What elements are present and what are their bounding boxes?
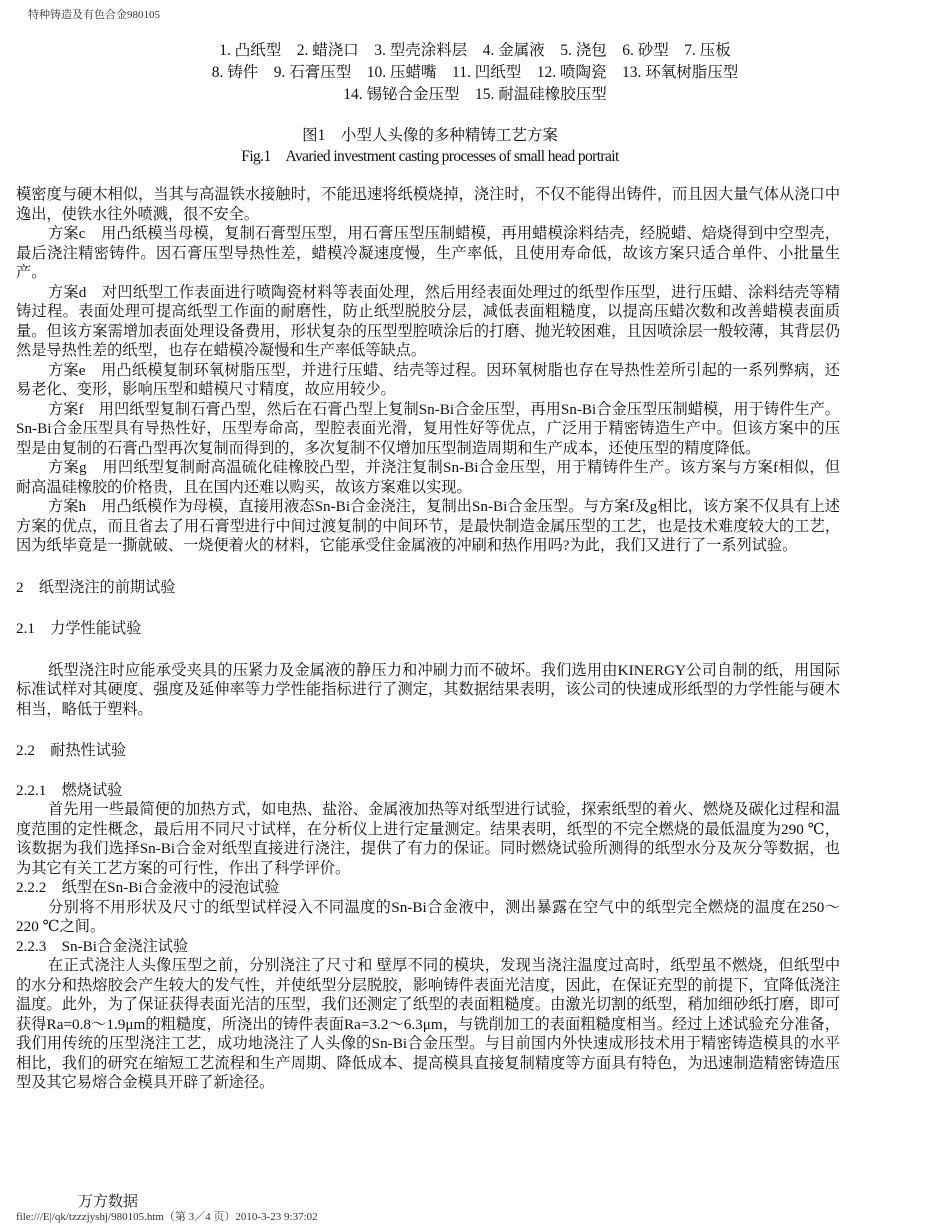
paragraph-continued: 模密度与硬木相似，当其与高温铁水接触时，不能迅速将纸模烧掉，浇注时，不仅不能得出铸件，而且因大量气体从浇口中逸出，使铁水往外喷溅，很不安全。 <box>16 186 840 223</box>
paragraph-scheme-e: 方案e 用凸纸模复制环氧树脂压型，并进行压蜡、结壳等过程。因环氧树脂也存在导热性差所引起的一系列弊病，还易老化、变形，影响压型和蜡模尺寸精度，故应用较少。 <box>16 361 840 398</box>
paragraph-immersion-test: 分别将不用形状及尺寸的纸型试样浸入不同温度的Sn-Bi合金液中，测出暴露在空气中的纸型完全燃烧的温度在250～220 ℃之间。 <box>16 898 840 935</box>
section-heading-2-2-2: 2.2.2 纸型在Sn-Bi合金液中的浸泡试验 <box>16 879 280 896</box>
section-heading-2-2-3: 2.2.3 Sn-Bi合金浇注试验 <box>16 937 189 955</box>
paragraph-scheme-d: 方案d 对凹纸型工作表面进行喷陶瓷材料等表面处理，然后用经表面处理过的纸型作压型，进行压蜡、涂料结壳等精铸过程。表面处理可提高纸型工作面的耐磨性，防止纸型脱胶分层，减低表面粗糙度，以提高压蜡次数和改善蜡模表面质量。但该方案需增加表面处理设备费用，形状复杂的压型型腔喷涂后的打磨、抛光较困难，且因喷涂层一般较薄，其背层仍然是导热性差的纸型，也存在蜡模冷凝慢和生产率低等缺点。 <box>16 283 840 359</box>
legend-line: 14. 锡铋合金压型 15. 耐温硅橡胶压型 <box>343 86 607 103</box>
figure-caption-english: Fig.1 Avaried investment casting processes of small head portrait <box>241 148 619 165</box>
journal-header: 特种铸造及有色合金980105 <box>28 9 160 21</box>
legend-line: 1. 凸纸型 2. 蜡浇口 3. 型壳涂料层 4. 金属液 5. 浇包 6. 砂型 7. 压板 <box>219 42 731 59</box>
paragraph-scheme-h: 方案h 用凸纸模作为母模，直接用液态Sn-Bi合金浇注，复制出Sn-Bi合金压型。与方案f及g相比，该方案不仅具有上述方案的优点，而且省去了用石膏型进行中间过渡复制的中间环节，是最快制造金属压型的工艺，也是技术难度较大的工艺，因为纸毕竟是一撕就破、一烧便着火的材料，它能承受住金属液的冲刷和热作用吗?为此，我们又进行了一系列试验。 <box>16 498 840 554</box>
section-heading-2-2: 2.2 耐热性试验 <box>16 742 127 759</box>
paragraph-scheme-f: 方案f 用凹纸型复制石膏凸型，然后在石膏凸型上复制Sn-Bi合金压型，再用Sn-Bi合金压型压制蜡模，用于铸件生产。Sn-Bi合金压型具有导热性好，压型寿命高，型腔表面光滑，复用性好等优点，广泛用于精密铸造生产中。但该方案中的压型是由复制的石膏凸型再次复制而得到的，多次复制不仅增加压型制造周期和生产成本，还使压型的精度降低。 <box>16 400 840 457</box>
figure-legend <box>0 40 950 106</box>
paragraph-pouring-test: 在正式浇注人头像压型之前，分别浇注了尺寸和 壁厚不同的模块，发现当浇注温度过高时，纸型虽不燃烧，但纸型中的水分和热熔胶会产生较大的发气性，并使纸型分层脱胶，影响铸件表面光洁度，因此，在保证充型的前提下，宜降低浇注温度。此外，为了保证获得表面光洁的压型，我们还测定了纸型的表面粗糙度。由激光切割的纸型，稍加细砂纸打磨，即可获得Ra=0.8～1.9μm的粗糙度，所浇出的铸件表面Ra=3.2～6.3μm，与铣削加工的表面粗糙度相当。经过上述试验充分准备，我们用传统的压型浇注工艺，成功地浇注了人头像的Sn-Bi合金压型。与目前国内外快速成形技术用于精密铸造模具的水平相比，我们的研究在缩短工艺流程和生产周期、降低成本、提高模具直接复制精度等方面具有特色，为迅速制造精密铸造压型及其它易熔合金模具开辟了新途径。 <box>16 957 840 1091</box>
section-heading-2: 2 纸型浇注的前期试验 <box>16 578 176 596</box>
figure-caption-chinese: 图1 小型人头像的多种精铸工艺方案 <box>302 127 558 144</box>
paragraph-scheme-c: 方案c 用凸纸模当母模，复制石膏型压型，用石膏压型压制蜡模，再用蜡模涂料结壳，经脱蜡、焙烧得到中空型壳，最后浇注精密铸件。因石膏压型导热性差，蜡模冷凝速度慢，生产率低，且使用寿命低，故该方案只适合单件、小批量生产。 <box>16 225 840 281</box>
wanfang-logo-text: 万方数据 <box>78 1194 139 1210</box>
paragraph-mechanical-properties: 纸型浇注时应能承受夹具的压紧力及金属液的静压力和冲刷力而不破坏。我们选用由KINERGY公司自制的纸，用国际标准试样对其硬度、强度及延伸率等力学性能指标进行了测定，其数据结果表明，该公司的快速成形纸型的力学性能与硬木相当，略低于塑料。 <box>16 661 840 718</box>
legend-line: 8. 铸件 9. 石膏压型 10. 压蜡嘴 11. 凹纸型 12. 喷陶瓷 13. 环氧树脂压型 <box>211 64 739 81</box>
section-heading-2-2-1: 2.2.1 燃烧试验 <box>16 781 123 799</box>
article-body <box>16 185 840 1093</box>
section-heading-2-1: 2.1 力学性能试验 <box>16 620 142 637</box>
file-path-footer: file:///E|/qk/tzzzjyshj/980105.htm（第 3／4 页）2010-3-23 9:37:02 <box>16 1211 318 1223</box>
paragraph-combustion-test: 首先用一些最简便的加热方式，如电热、盐浴、金属液加热等对纸型进行试验，探索纸型的着火、燃烧及碳化过程和温度范围的定性概念，最后用不同尺寸试样，在分析仪上进行定量测定。结果表明，纸型的不完全燃烧的最低温度为290 ℃，该数据为我们选择Sn-Bi合金对纸型直接进行浇注，提供了有力的保证。同时燃烧试验所测得的纸型水分及灰分等数据，也为其它有关工艺方案的可行性，作出了科学评价。 <box>16 801 840 877</box>
paragraph-scheme-g: 方案g 用凹纸型复制耐高温硫化硅橡胶凸型，并浇注复制Sn-Bi合金压型，用于精铸件生产。该方案与方案f相似，但耐高温硅橡胶的价格贵，且在国内还难以购买，故该方案难以实现。 <box>16 459 840 496</box>
